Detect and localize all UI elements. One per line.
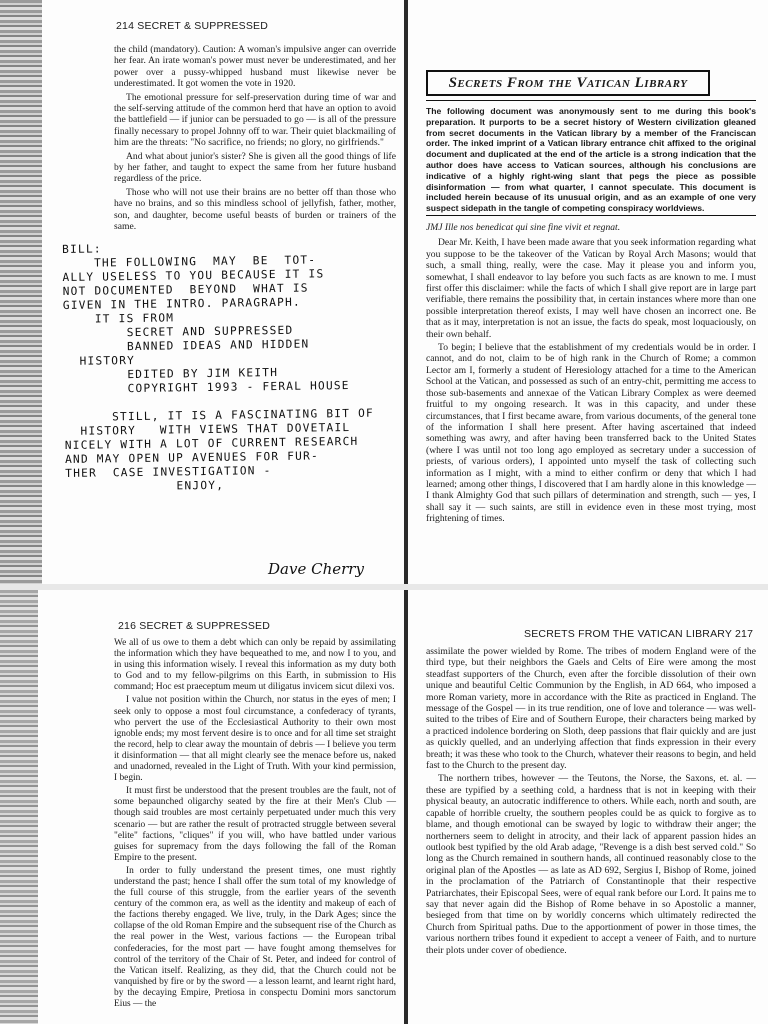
handwritten-line: HISTORY <box>63 353 136 368</box>
page-214 <box>0 0 404 584</box>
paragraph: The emotional pressure for self-preservation during time of war and the self-serving attitude of the common herd that have an option to avoid the battlefield — if junior can be persuaded to go — is all of the pressure finally necessary to propel Johnny off to war. Their quiet blackmailing of him are the threats: "No sacrifice, no friends; no glory, no girlfriends." <box>114 91 396 149</box>
handwritten-line: IT IS FROM <box>62 311 175 326</box>
editor-intro: The following document was anonymously sent to me during this book's preparation. It purports to be a secret history of Western civilization gleaned from secret documents in the Vatican library by a member of the Franciscan order. The inked imprint of a Vatican library entrance chit affixed to the original document and duplicated at the end of the article is a strong indication that the author does have access to Vatican sources, although his conclusions are indicative of a highly right-wing slant that pegs the piece as possible disinformation — from what quarter, I cannot speculate. This document is included herein because of its unusual origin, and as an example of one very suspect sidepath in the tangle of competing conspiracy worldviews. <box>426 106 756 214</box>
epigraph: JMJ Ille nos benedicat qui sine fine vivit et regnat. <box>426 222 621 233</box>
handwritten-line: AND MAY OPEN UP AVENUES FOR FUR- <box>64 449 320 466</box>
paragraph: And what about junior's sister? She is given all the good things of life by her father, and taught to expect the same from her future husband regardless of the price. <box>114 150 396 185</box>
page-217 <box>408 590 768 1024</box>
scan-binding-shadow <box>0 0 42 584</box>
article-title-box <box>426 70 710 96</box>
handwritten-line: STILL, IT IS A FASCINATING BIT OF <box>64 406 374 424</box>
paragraph: assimilate the power wielded by Rome. The tribes of modern England were of the third type, but their neighbors the Gaels and Celts of Eire were among the most steadfast supporters of the Church, even after the forcible dissolution of their own unique and beautiful Celtic Communion by the English, in AD 664, who imposed a more Roman variety, more in accordance with the Rite as practiced in England. The message of the Gospel — in its true rendition, one of love and tolerance — was well-suited to the tribes of Eire and of Southern Europe, their characters being marked by a practiced indolence bordering on Sloth, deep passions that flair quickly and are just as quickly quelled, and an underlying affection that finds expression in their every breath; it was these who took to the Church, whatever their reasons to begin, and held fast to the Church to the present day. <box>426 646 756 772</box>
body-text <box>426 222 756 527</box>
handwritten-line: NOT DOCUMENTED BEYOND WHAT IS <box>62 281 309 298</box>
handwritten-line: HISTORY WITH VIEWS THAT DOVETAIL <box>64 420 351 438</box>
page-215 <box>408 0 768 584</box>
page-216 <box>0 590 404 1024</box>
handwritten-line: COPYRIGHT 1993 - FERAL HOUSE <box>63 378 350 396</box>
paragraph: the child (mandatory). Caution: A woman's impulsive anger can override her fear. An irate woman's power must never be underestimated, and her power over a pussy-whipped husband must likewise never be underestimated. It got women the vote in 1920. <box>114 44 396 90</box>
title-rule <box>426 100 756 101</box>
handwritten-line: BANNED IDEAS AND HIDDEN <box>63 337 310 354</box>
handwritten-line: SECRET AND SUPPRESSED <box>63 323 294 340</box>
scan-binding-shadow <box>0 590 38 1024</box>
running-head: SECRETS FROM THE VATICAN LIBRARY 217 <box>524 628 754 640</box>
handwritten-line: BILL: <box>62 242 102 256</box>
body-text <box>426 646 756 958</box>
paragraph: The northern tribes, however — the Teutons, the Norse, the Saxons, et. al. — these are typified by a seething cold, a hardness that is not in keeping with their physical beauty, an autocratic indifference to others. While each, north and south, are capable of horrible cruelty, the southern peoples could be as quick to forgive as to blame, and though emotional can be swayed by logic to withdraw their anger; the northerners seem to delight in atrocity, and their lack of apparent passion hides an outlook best typified by the old Arab adage, "Revenge is a dish best served cold." So long as the Church remained in southern hands, all continued reasonably close to the original plan of the Apostles — as late as AD 692, Sergius I, Bishop of Rome, joined in the proclamation of the Patriarch of Constantinople that their respective Patriarchates, their Episcopal Sees, were of equal rank before our Lord. It pains me to say that never again did the Bishop of Rome behave in so Apostolic a manner, besieged from that time on by worldly concerns which ultimately redirected the Church from Spiritual paths. Due to the apportionment of power in those times, the various northern tribes found it expedient to accept a veneer of Faith, and to nurture their plots under cover of obedience. <box>426 773 756 956</box>
paragraph: I value not position within the Church, nor status in the eyes of men; I seek only to oppose a most foul circumstance, a confederacy of tyrants, who pervert the use of the Ecclesiastical Authority to their own most ignoble ends; my most fervent desire is to once and for all time set straight the record, help to clear away the mountain of debris — I believe you term it disinformation — that all might clearly see the menace before us, naked and unadorned, revealed in the Light of Truth. With your kind permission, I begin. <box>114 695 396 784</box>
paragraph: To begin; I believe that the establishment of my credentials would be in order. I cannot, and do not, claim to be of high rank in the Church of Rome; a common Lector am I, formerly a student of Heresiology attached for a time to the American School at the Vatican, and possessed as such of an entry-chit, permitting me access to those sub-basements and annexae of the Vatican Library Complex as were deemed fruitful to my ongoing research. It was in this capacity, and under these circumstances, that I first became aware, from various documents, of the general tone of the information I shall here present. After having ascertained that indeed something was awry, and after having been transferred back to the United States (where I was until not too long ago employed as secretary under a succession of priests, of various orders), I appointed unto myself the task of collecting such information as I might, with a mind to either confirm or deny that which I had learned; among other things, I discovered that I am hardly alone in this knowledge — I thank Almighty God that such pillars of determination and strength, such — yes, I shall say it — such saints, are still in evidence even in these most trying, most frightening of times. <box>426 342 756 525</box>
intro-rule <box>426 215 756 216</box>
handwritten-signature: Dave Cherry <box>268 560 364 578</box>
handwritten-line: EDITED BY JIM KEITH <box>63 365 279 382</box>
paragraph: We all of us owe to them a debt which can only be repaid by assimilating the information which they have bequeathed to me, and now I to you, and in using this information wisely. I reveal this information as my duty both to God and to my fellow-pilgrims on this Earth, in submission to His command; Hoc est praeceptum meum ut diligatus invicem sicut dilexi vos. <box>114 638 396 693</box>
article-title: Secrets From the Vatican Library <box>448 74 688 91</box>
body-text <box>114 44 396 235</box>
handwritten-line: THE FOLLOWING MAY BE TOT- <box>62 253 317 270</box>
paragraph: Those who will not use their brains are no better off than those who have no brains, and so this mindless school of jellyfish, father, mother, son, and daughter, become useful beasts of burden or trainers of the same. <box>114 186 396 233</box>
paragraph: In order to fully understand the present times, one must rightly understand the past; hence I shall offer the sum total of my knowledge of the full course of this struggle, from the earlier years of the seventh century of the common era, as well as the identity and makeup of each of the factions thereby engaged. We live, truly, in the Dark Ages; since the collapse of the old Roman Empire and the subsequent rise of the Church as the real power in the West, various factions — the European tribal confederacies, for the most part — have fought among themselves for control of the territory of the Chair of St. Peter, and indeed for control of the Vatican itself. Realizing, as they did, that the Church could not be vanquished by fire or by the sword — a lesson learnt, and learnt right hard, by the decaying Empire, Pretiosa in conspectu Domini mors sanctorum Eius — the <box>114 865 396 1009</box>
handwritten-line: NICELY WITH A LOT OF CURRENT RESEARCH <box>64 434 359 452</box>
handwritten-line: GIVEN IN THE INTRO. PARAGRAPH. <box>62 295 302 312</box>
handwritten-note <box>62 239 375 495</box>
running-head: 214 SECRET & SUPPRESSED <box>116 20 269 32</box>
paragraph: Dear Mr. Keith, I have been made aware that you seek information regarding what you suppose to be the takeover of the Vatican by Royal Arch Masons; would that such, a small thing, really, were the case. May it please you and inform you, somewhat, I shall endeavor to lay before you such facts as are known to me. I must first offer this disclaimer: while the facts of which I shall give report are in large part verifiable, there remains the possibility that, in certain instances where more than one possible interpretation thereof exists, I may well have chosen an incorrect one. Be that as it may, interpretation is not an issue, the facts do speak, most loquaciously, on their own behalf. <box>426 237 756 340</box>
running-head: 216 SECRET & SUPPRESSED <box>118 620 271 632</box>
handwritten-line: ALLY USELESS TO YOU BECAUSE IT IS <box>62 267 325 284</box>
handwritten-line: THER CASE INVESTIGATION - <box>65 464 272 480</box>
handwritten-line: ENJOY, <box>65 478 225 494</box>
paragraph: It must first be understood that the present troubles are the fault, not of some bepaunched oligarchy seated by the fire at their Men's Club — though said troubles are most certainly perpetuated under much this very scenario — but are rather the result of protracted struggle between several "elite" factions, "cliques" if you will, who have battled under various guises for supremacy from the days following the fall of the Roman Empire to the present. <box>114 786 396 863</box>
body-text <box>114 638 396 1012</box>
